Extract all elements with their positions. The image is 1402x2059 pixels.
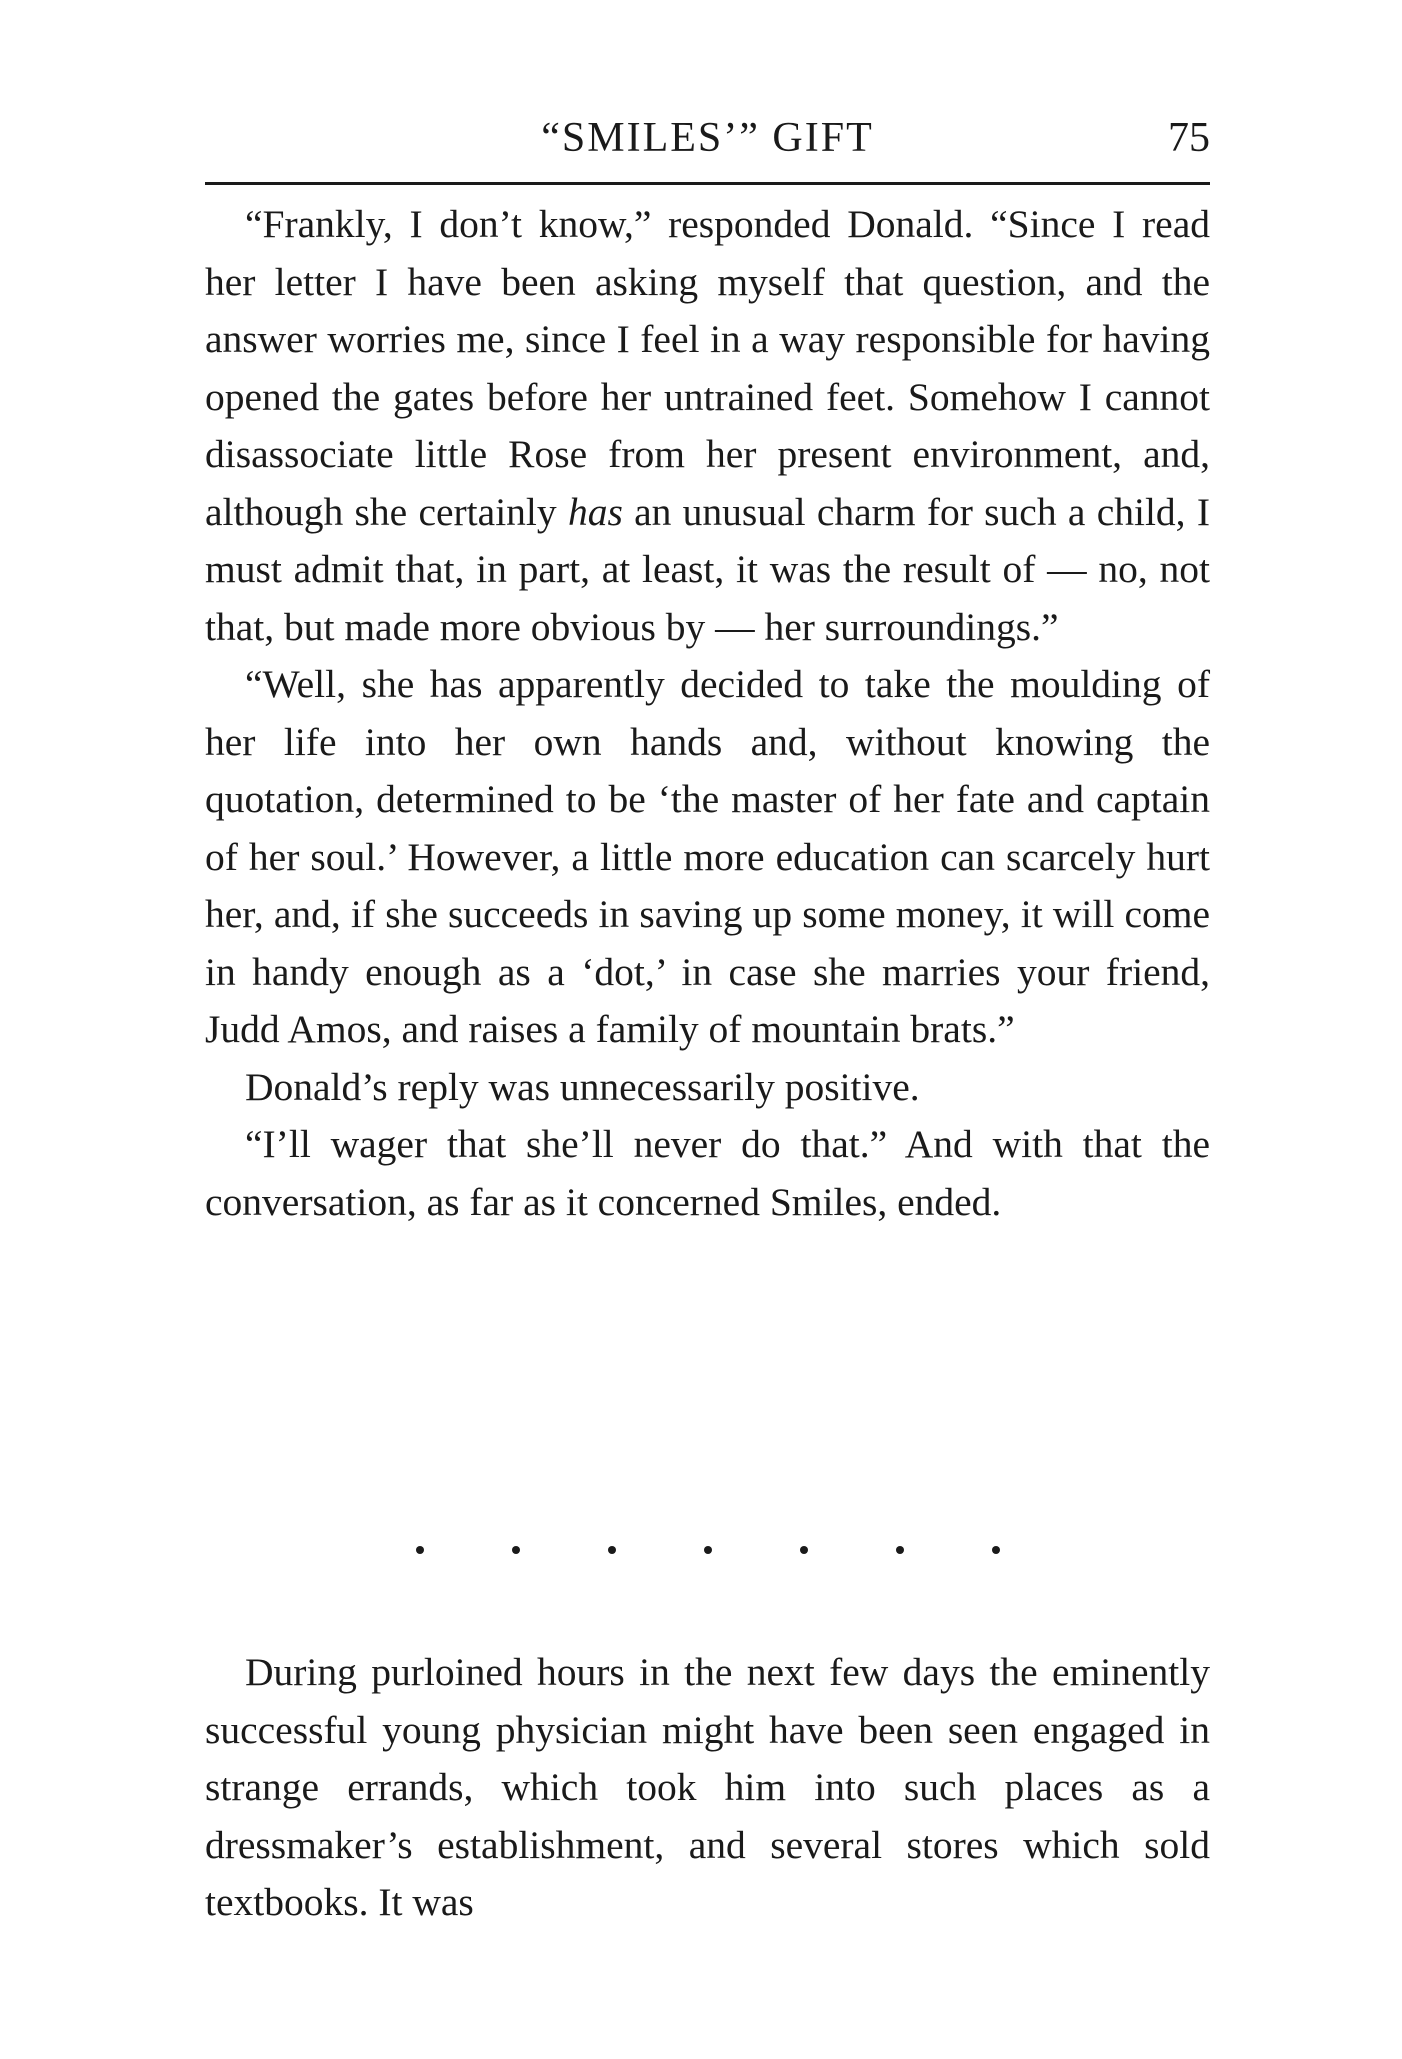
paragraph-1-start: “Frankly, I don’t know,” responded Donald. “Since I read her letter I have been asking myself that question, and the answer worries me, since I feel in a way responsible for having opened the gates before her untrained feet. Somehow I cannot disassociate little Rose from her present environment, and, although she certainly [205,202,1210,534]
ornament-dot [992,1546,1000,1554]
header-rule [205,182,1210,185]
main-text [205,196,1210,1231]
ornament-dot [896,1546,904,1554]
paragraph-4: “I’ll wager that she’ll never do that.” And with that the conversation, as far as it concerned Smiles, ended. [205,1122,1210,1224]
paragraph-1-emphasis: has [567,489,623,534]
paragraph-3: Donald’s reply was unnecessarily positive. [245,1064,920,1109]
paragraph-5: During purloined hours in the next few days the eminently successful young physician might have been seen engaged in strange errands, which took him into such places as a dressmaker’s establishment, and several stores which sold textbooks. It was [205,1650,1210,1924]
running-title: “SMILES’” GIFT [541,115,874,161]
paragraph-2: “Well, she has apparently decided to take the moulding of her life into her own hands and, without knowing the quotation, determined to be ‘the master of her fate and captain of her soul.’ However, a little more education can scarcely hurt her, and, if she succeeds in saving up some money, it will come in handy enough as a ‘dot,’ in case she marries your friend, Judd Amos, and raises a family of mountain brats.” [205,662,1210,1051]
ornament-dot [416,1546,424,1554]
ornament-dot [800,1546,808,1554]
paragraph-1 [205,196,1210,656]
ornament-dot [704,1546,712,1554]
running-head [205,108,1210,168]
page-number: 75 [1168,115,1210,161]
ornament-dot [608,1546,616,1554]
ornament-dot [512,1546,520,1554]
continuation-text [205,1644,1210,1932]
paragraph-1-end: an unusual charm for such a child, I must admit that, in part, at least, it was the result of — no, not that, but made more obvious by — her surroundings.” [205,489,1210,649]
section-break [205,1530,1210,1570]
